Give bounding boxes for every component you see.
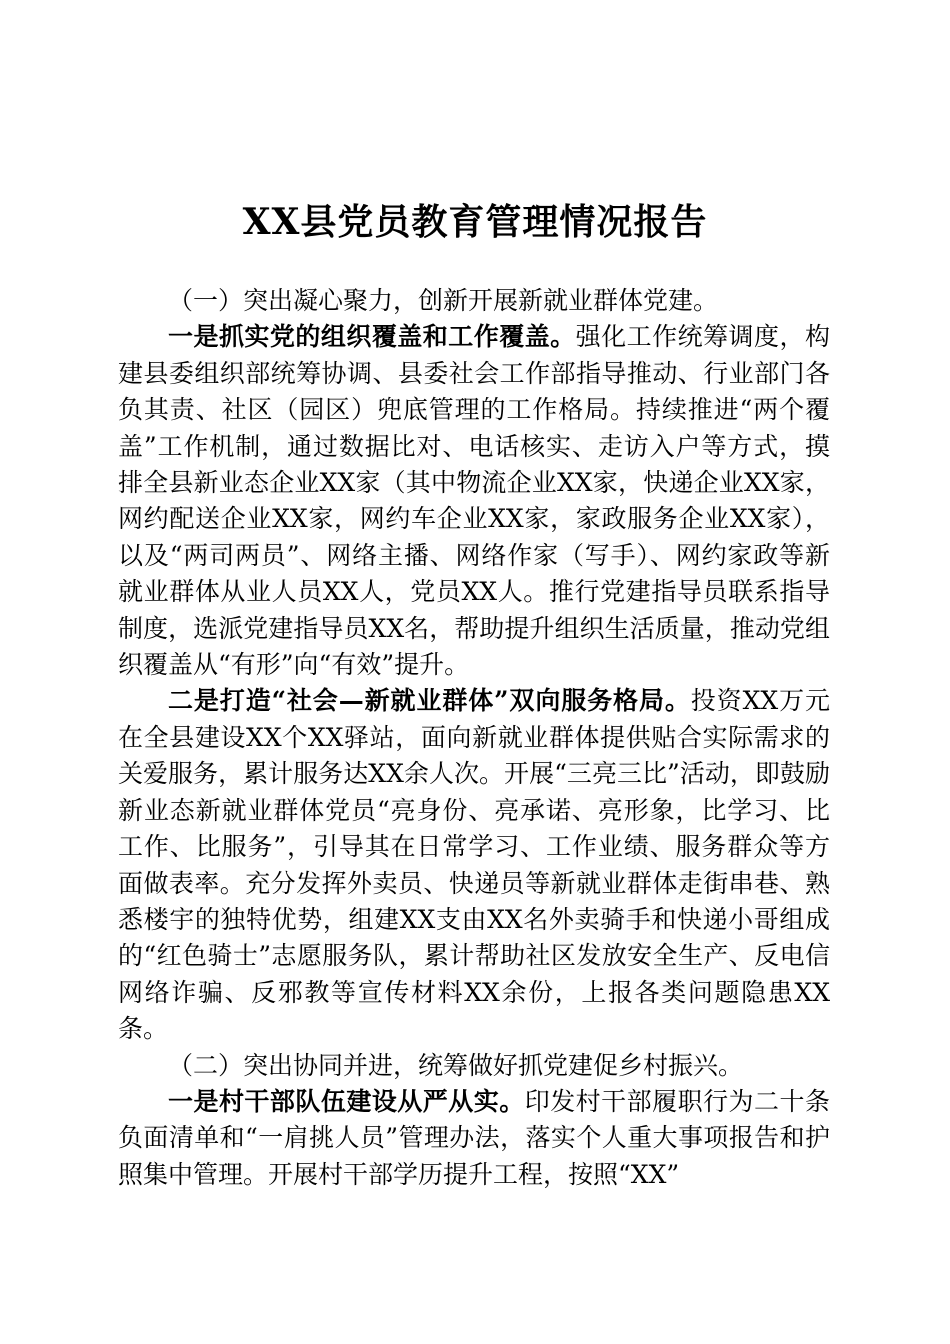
section-heading-1 [118, 283, 830, 319]
paragraph-service-pattern [118, 683, 830, 1047]
page-title: XX县党员教育管理情况报告 [242, 201, 708, 243]
paragraph-text: （一）突出凝心聚力，创新开展新就业群体党建。 [168, 286, 719, 315]
paragraph-village-cadres [118, 1084, 830, 1193]
paragraph-text: 投资XX万元在全县建设XX个XX驿站，面向新就业群体提供贴合实际需求的关爱服务，累计服务达XX余人次。开展“三亮三比”活动，即鼓励新业态新就业群体党员“亮身份、亮承诺、亮形象，比学习、比工作、比服务”，引导其在日常学习、工作业绩、服务群众等方面做表率。充分发挥外卖员、快递员等新就业群体走街串巷、熟悉楼宇的独特优势，组建XX支由XX名外卖骑手和快递小哥组成的“红色骑士”志愿服务队，累计帮助社区发放安全生产、反电信网络诈骗、反邪教等宣传材料XX余份，上报各类问题隐患XX条。 [118, 686, 830, 1044]
paragraph-text: 印发村干部履职行为二十条负面清单和“一肩挑人员”管理办法，落实个人重大事项报告和护照集中管理。开展村干部学历提升工程，按照“XX” [118, 1086, 830, 1189]
paragraph-org-coverage [118, 319, 830, 683]
paragraph-lead: 一是抓实党的组织覆盖和工作覆盖。 [168, 322, 576, 352]
paragraph-lead: 二是打造“社会—新就业群体”双向服务格局。 [168, 686, 691, 716]
paragraph-text: 强化工作统筹调度，构建县委组织部统筹协调、县委社会工作部指导推动、行业部门各负其责、社区（园区）兜底管理的工作格局。持续推进“两个覆盖”工作机制，通过数据比对、电话核实、走访入户等方式，摸排全县新业态企业XX家（其中物流企业XX家，快递企业XX家，网约配送企业XX家，网约车企业XX家，家政服务企业XX家），以及“两司两员”、网络主播、网络作家（写手）、网约家政等新就业群体从业人员XX人，党员XX人。推行党建指导员联系指导制度，选派党建指导员XX名，帮助提升组织生活质量，推动党组织覆盖从“有形”向“有效”提升。 [118, 322, 830, 680]
section-heading-2 [118, 1048, 830, 1084]
document-body [118, 283, 830, 1193]
paragraph-lead: 一是村干部队伍建设从严从实。 [168, 1086, 525, 1116]
paragraph-text: （二）突出协同并进，统筹做好抓党建促乡村振兴。 [168, 1050, 744, 1080]
